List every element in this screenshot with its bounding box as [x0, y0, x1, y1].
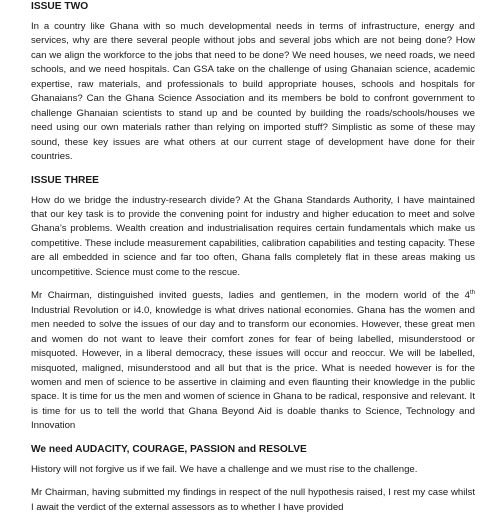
- chairman-paragraph: [31, 289, 475, 434]
- ordinal-superscript: th: [469, 290, 475, 297]
- issue-two-paragraph: In a country like Ghana with so much developmental needs in terms of infrastructure, energy and services, why are there several people without jobs and several jobs which are not being done? How can we align the workforce to the jobs that need to be done? We need houses, we need roads, we need schools, and we need hospitals. Can GSA take on the challenge of using Ghanaian science, academic expertise, raw materials, and professionals to build appropriate houses, schools and hospitals for Ghanaians? Can the Ghana Science Association and its members be bold to confront government to challenge Ghanaian scientists to stand up and be counted by building the roads/schools/houses we need using our own materials rather than relying on imported stuff? Simplistic as some of these may sound, these key issues are what others at our current stage of development have done for their countries.: [31, 21, 475, 163]
- issue-three-paragraph: How do we bridge the industry-research divide? At the Ghana Standards Authority, I have maintained that our key task is to provide the convening point for industry and higher education to meet and solve Ghana’s problems. Wealth creation and industrialisation requires certain fundamentals which make us competitive. These include measurement capabilities, calibration capabilities and testing capacity. These are all embedded in science and far too often, Ghana falls completely flat in these areas making us uncompetitive. Science must come to the rescue.: [31, 194, 475, 278]
- closing-paragraph: Mr Chairman, having submitted my findings in respect of the null hypothesis raised, I rest my case whilst I await the verdict of the external assessors as to whether I have provided: [31, 487, 475, 513]
- issue-three-heading: ISSUE THREE: [31, 174, 99, 186]
- call-to-action-heading: We need AUDACITY, COURAGE, PASSION and RESOLVE: [31, 443, 307, 455]
- chairman-paragraph-part1: Mr Chairman, distinguished invited guests, ladies and gentlemen, in the modern world of the 4: [31, 290, 470, 302]
- chairman-paragraph-part2: Industrial Revolution or i4.0, knowledge is what drives national economies. Ghana has the women and men needed to solve the issues of our day and to transform our economies. However, these great men and women do not want to leave their comfort zones for fear of being labelled, misunderstood or misquoted. However, in a liberal democracy, these issues will occur and reoccur. We will be labelled, misquoted, maligned, misunderstood and all but that is the price. What is needed however is for the women and men of science to be assertive in claiming and even flaunting their knowledge in the public space. It is time for us the men and women of science in Ghana to be radical, responsive and relevant. It is time for us to tell the world that Ghana Beyond Aid is doable thanks to Science, Technology and Innovation: [31, 304, 475, 432]
- history-line: History will not forgive us if we fail. We have a challenge and we must rise to the challenge.: [31, 463, 418, 475]
- issue-two-heading: ISSUE TWO: [31, 1, 89, 12]
